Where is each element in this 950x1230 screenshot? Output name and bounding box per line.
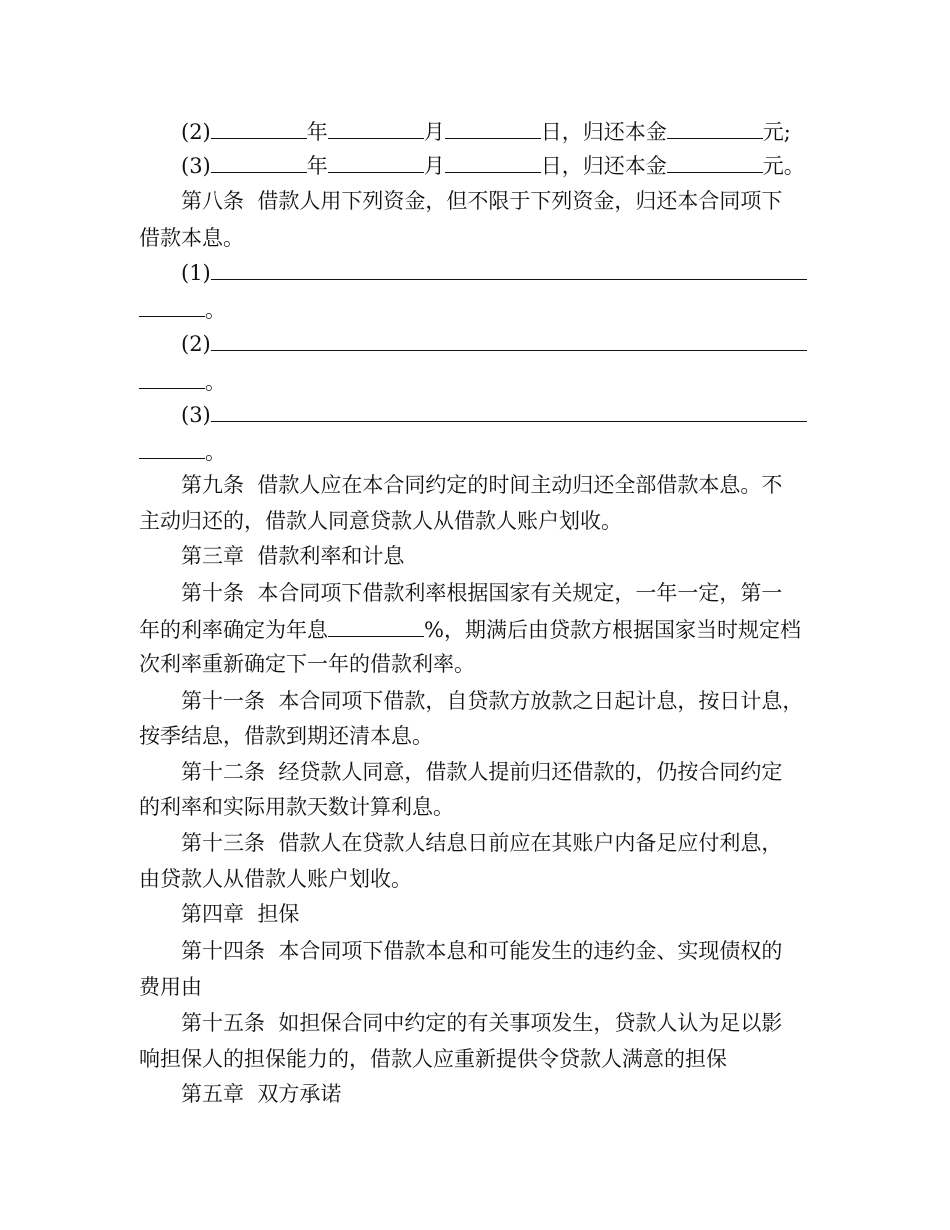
article-12-line-2: 的利率和实际用款天数计算利息。 xyxy=(139,795,454,819)
month-label: 月 xyxy=(423,120,445,144)
fund-item-blank-continued xyxy=(139,436,205,459)
year-blank xyxy=(211,116,307,139)
period: 。 xyxy=(205,440,226,464)
interest-rate-blank xyxy=(328,614,424,637)
fund-item-label: (2) xyxy=(181,332,211,356)
fund-item-3 xyxy=(181,399,807,429)
article-13-line-1: 第十三条 借款人在贷款人结息日前应在其账户内备足应付利息， xyxy=(181,831,783,855)
article-8-line-1: 第八条 借款人用下列资金，但不限于下列资金，归还本合同项下 xyxy=(181,189,783,213)
article-14-line-2: 费用由 xyxy=(139,975,202,999)
period: 。 xyxy=(205,370,226,394)
period: 。 xyxy=(205,298,226,322)
schedule-index: (3) xyxy=(181,154,211,178)
fund-item-blank xyxy=(211,399,807,422)
fund-item-blank-continued xyxy=(139,366,205,389)
article-13-line-2: 由贷款人从借款人账户划收。 xyxy=(139,867,412,891)
article-14-line-1: 第十四条 本合同项下借款本息和可能发生的违约金、实现债权的 xyxy=(181,939,783,963)
fund-item-3-end xyxy=(139,436,226,466)
month-blank xyxy=(328,150,424,173)
month-blank xyxy=(328,116,424,139)
fund-item-blank xyxy=(211,257,807,280)
interest-rate-label: 年的利率确定为年息 xyxy=(139,618,328,642)
day-principal-label: 日，归还本金 xyxy=(540,120,667,144)
article-11-line-2: 按季结息，借款到期还清本息。 xyxy=(139,724,433,748)
amount-blank xyxy=(667,150,763,173)
year-blank xyxy=(211,150,307,173)
fund-item-2 xyxy=(181,328,807,358)
fund-item-blank-continued xyxy=(139,294,205,317)
article-10-line-2 xyxy=(139,614,801,644)
day-blank xyxy=(445,116,541,139)
fund-item-label: (3) xyxy=(181,403,211,427)
schedule-index: (2) xyxy=(181,120,211,144)
interest-rate-tail: %，期满后由贷款方根据国家当时规定档 xyxy=(424,618,801,642)
article-12-line-1: 第十二条 经贷款人同意，借款人提前归还借款的，仍按合同约定 xyxy=(181,760,783,784)
repayment-schedule-line-3 xyxy=(181,150,805,180)
repayment-schedule-line-2 xyxy=(181,116,791,146)
year-label: 年 xyxy=(306,154,328,178)
fund-item-2-end xyxy=(139,366,226,396)
article-10-line-1: 第十条 本合同项下借款利率根据国家有关规定，一年一定，第一 xyxy=(181,581,783,605)
article-15-line-1: 第十五条 如担保合同中约定的有关事项发生，贷款人认为足以影 xyxy=(181,1011,783,1035)
currency-label: 元。 xyxy=(762,154,805,178)
amount-blank xyxy=(667,116,763,139)
fund-item-blank xyxy=(211,328,807,351)
chapter-4-heading: 第四章 担保 xyxy=(181,902,300,926)
fund-item-label: (1) xyxy=(181,261,211,285)
article-10-line-3: 次利率重新确定下一年的借款利率。 xyxy=(139,652,475,676)
fund-item-1-end xyxy=(139,294,226,324)
article-8-line-2: 借款本息。 xyxy=(139,226,244,250)
day-blank xyxy=(445,150,541,173)
day-principal-label: 日，归还本金 xyxy=(540,154,667,178)
chapter-5-heading: 第五章 双方承诺 xyxy=(181,1082,342,1106)
article-9-line-2: 主动归还的，借款人同意贷款人从借款人账户划收。 xyxy=(139,509,622,533)
article-15-line-2: 响担保人的担保能力的，借款人应重新提供令贷款人满意的担保 xyxy=(139,1047,727,1071)
chapter-3-heading: 第三章 借款利率和计息 xyxy=(181,544,405,568)
currency-label: 元; xyxy=(762,120,791,144)
article-11-line-1: 第十一条 本合同项下借款，自贷款方放款之日起计息，按日计息， xyxy=(181,689,804,713)
fund-item-1 xyxy=(181,257,807,287)
month-label: 月 xyxy=(423,154,445,178)
year-label: 年 xyxy=(306,120,328,144)
article-9-line-1: 第九条 借款人应在本合同约定的时间主动归还全部借款本息。不 xyxy=(181,473,783,497)
